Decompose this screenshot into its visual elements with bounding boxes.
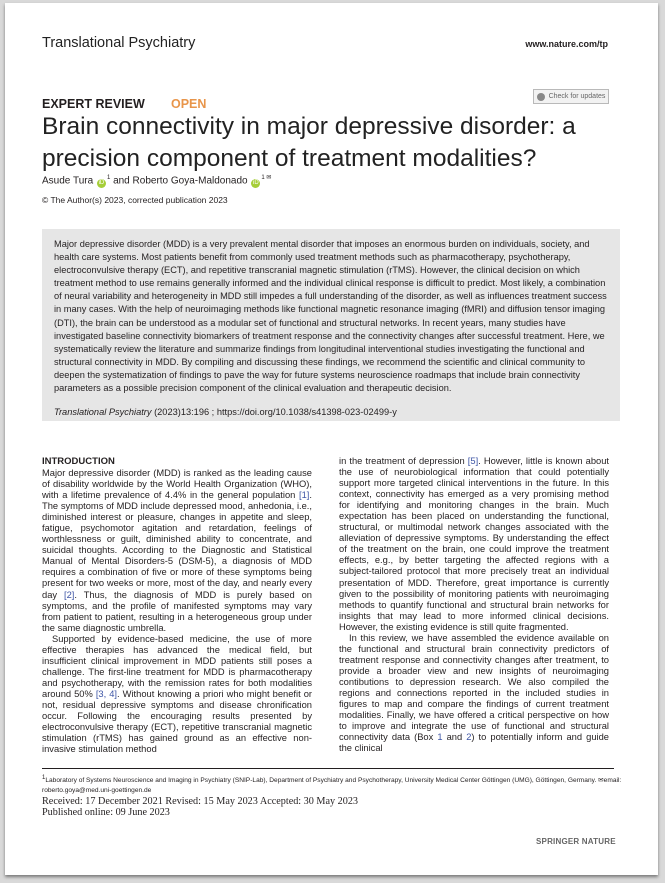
affiliation-text: Laboratory of Systems Neuroscience and Imaging in Psychiatry (SNIP-Lab), Department of Psychiatry and Psychotherapy, University Medical Center Göttingen (UMG), Göttingen, Germany. — [45, 777, 597, 785]
received-dates: Received: 17 December 2021 Revised: 15 May 2023 Accepted: 30 May 2023 — [42, 796, 359, 807]
affiliation-footnote: $^1$Laboratory of Systems Neuroscience and Imaging in Psychiatry (SNIP-Lab), Department of Psychiatry and Psychotherapy, University Medical Center Göttingen (UMG), Göttingen, Germany. ✉email: roberto.goya@med.uni-goettingen.de — [42, 775, 622, 795]
affiliation-mark: 1 ✉ — [261, 175, 272, 181]
article-dates — [42, 796, 358, 818]
author-name[interactable]: Asude Tura — [42, 175, 94, 187]
body-column-right — [339, 456, 609, 754]
citation-doi-link[interactable]: (2023)13:196 ; https://doi.org/10.1038/s41398-023-02499-y — [151, 407, 397, 418]
paragraph — [42, 468, 312, 634]
paragraph — [42, 634, 312, 756]
abstract-text: Major depressive disorder (MDD) is a very prevalent mental disorder that imposes an enormous burden on individuals, society, and health care systems. Most patients benefit from commonly used treatment methods such as pharmacotherapy, psychotherapy, electroconvulsive therapy (ECT), and repetitive transcranial magnetic stimulation (rTMS). However, the clinical decision on which treatment method to use remains generally informed and the individual clinical response is difficult to predict. Most likely, a combination of neural variability and heterogeneity in MDD still impedes a full understanding of the disorder, as well as influences treatment success in many cases. With the help of neuroimaging methods like functional magnetic resonance imaging (fMRI) and diffusion tensor imaging (DTI), the brain can be understood as a modular set of functional and structural networks. In recent years, many studies have investigated baseline connectivity biomarkers of treatment response and the connectivity changes after successful treatment. Here, we systematically review the literature and summarize findings from longitudinal interventional studies investigating the functional and structural connectivity in MDD. By compiling and discussing these findings, we recommend the scientific and clinical community to deepen the systematization of findings to pave the way for future systems neuroscience roadmaps that include brain connectivity parameters as a possible precision component of the clinical evaluation and therapeutic decision. — [54, 239, 607, 394]
affiliation-mark: 1 — [106, 175, 111, 181]
text: Major depressive disorder (MDD) is ranked as the leading cause of disability worldwide by the World Health Organization (WHO), with a lifetime prevalence of 4.4% in the general population — [42, 468, 312, 501]
citation-line — [54, 406, 608, 419]
text: in the treatment of depression — [339, 456, 468, 466]
orcid-icon[interactable]: iD — [98, 180, 105, 187]
author-name[interactable]: Roberto Goya-Maldonado — [132, 175, 248, 187]
text: . Thus, the diagnosis of MDD is purely based on symptoms, and the profile of manifested symptoms may vary from patient to patient, resulting in a heterogeneous group under the same diagnostic umbrella. — [42, 589, 312, 633]
bookmark-icon — [537, 93, 545, 101]
check-for-updates-label: Check for updates — [548, 93, 606, 100]
copyright-notice: © The Author(s) 2023, corrected publication 2023 — [42, 195, 228, 205]
abstract-box — [42, 229, 620, 421]
text: . The symptoms of MDD include depressed mood, anhedonia, i.e., diminished interest or pleasure, changes in appetite and sleep, fatigue, psychomotor agitation and retardation, feelings of worthlessness or guilt, diminished ability to concentrate, and suicidal thoughts. According to the Diagnostic and Statistical Manual of Mental Disorders-5 (DSM-5), a diagnosis of MDD requires a combination of five or more of these symptoms being present for two weeks or more, most of the day, and nearly every day — [42, 490, 312, 600]
reference-link[interactable]: [3, 4] — [95, 688, 118, 699]
text: . However, little is known about the use of neurobiological information that could potentially support more targeted clinical interventions in the future. In this context, connectivity has emerged as a very promising method for identifying and monitoring changes in the brain. Much expectation has been placed on understanding the functional, structural, or multimodal network changes associated with the alleviation of depressive symptoms. By understanding the effect of the treatment on the brain, one could improve the treatment effects, e.g., by better targeting the affected regions with a subject-tailored protocol that more precisely treat an individual presentation of MDD. Therefore, great importance is currently given to the possibility of monitoring patients with neuroimaging methods to quantify functional and structural brain networks for insights that may lead to more informed clinical decisions. However, the existing evidence is still quite fragmented. — [339, 456, 610, 632]
paragraph — [339, 633, 609, 755]
email-icon: ✉ — [598, 777, 604, 785]
box-link[interactable]: 1 — [437, 732, 443, 743]
springer-nature-logo: SPRINGER NATURE — [536, 837, 616, 846]
document-page — [5, 3, 658, 875]
open-access-badge: OPEN — [171, 97, 207, 111]
orcid-icon[interactable]: iD — [253, 180, 259, 187]
article-type: EXPERT REVIEW — [42, 97, 145, 111]
check-for-updates-button[interactable] — [533, 89, 609, 104]
body-column-left — [42, 456, 312, 755]
author-separator: and — [113, 175, 130, 187]
text: In this review, we have assembled the evidence available on the functional and structural brain connectivity predictors of treatment response and connectivity changes after treatment, to provide a broader view and new insights of neuroimaging contibutions to depression research. We also compiled the regions and connections reported in the included studies in figures to map and compare the findings of current treatment modalities. Finally, we have offered a critical perspective on how to improve and integrate the use of functional and structural connectivity data (Box — [339, 632, 609, 743]
corresponding-email[interactable]: email: roberto.goya@med.uni-goettingen.de — [42, 777, 622, 795]
article-title: Brain connectivity in major depressive disorder: a precision component of treatment modalities? — [42, 113, 576, 172]
journal-name: Translational Psychiatry — [42, 35, 196, 51]
published-date: Published online: 09 June 2023 — [42, 807, 170, 818]
section-heading: INTRODUCTION — [42, 456, 115, 467]
text: ) to potentially inform and guide the clinical — [339, 732, 609, 754]
citation-journal: Translational Psychiatry — [54, 407, 152, 418]
text: and — [442, 732, 467, 743]
author-list — [42, 174, 271, 188]
text: . Without knowing a priori who might benefit or not, residual depressive symptoms and disease chronification occur. Following the encouraging results presented by electroconvulsive therapy (ECT), repetitive transcranial magnetic stimulation (rTMS) has gained ground as an effective non-invasive stimulation method — [42, 688, 312, 755]
box-link[interactable]: 2 — [466, 732, 472, 743]
footnote-divider — [42, 768, 614, 769]
reference-link[interactable]: [5] — [467, 456, 479, 466]
reference-link[interactable]: [2] — [63, 589, 75, 600]
text: Supported by evidence-based medicine, the use of more effective therapies has advanced the medical field, but insufficient clinical improvement in MDD patients still poses a challenge. The first-line treatment for MDD is pharmacotherapy and psychotherapy, with the remission rates for both modalities around 50% — [42, 633, 312, 699]
paragraph — [339, 456, 609, 633]
reference-link[interactable]: [1] — [299, 490, 310, 501]
journal-url-link[interactable]: www.nature.com/tp — [525, 39, 608, 49]
